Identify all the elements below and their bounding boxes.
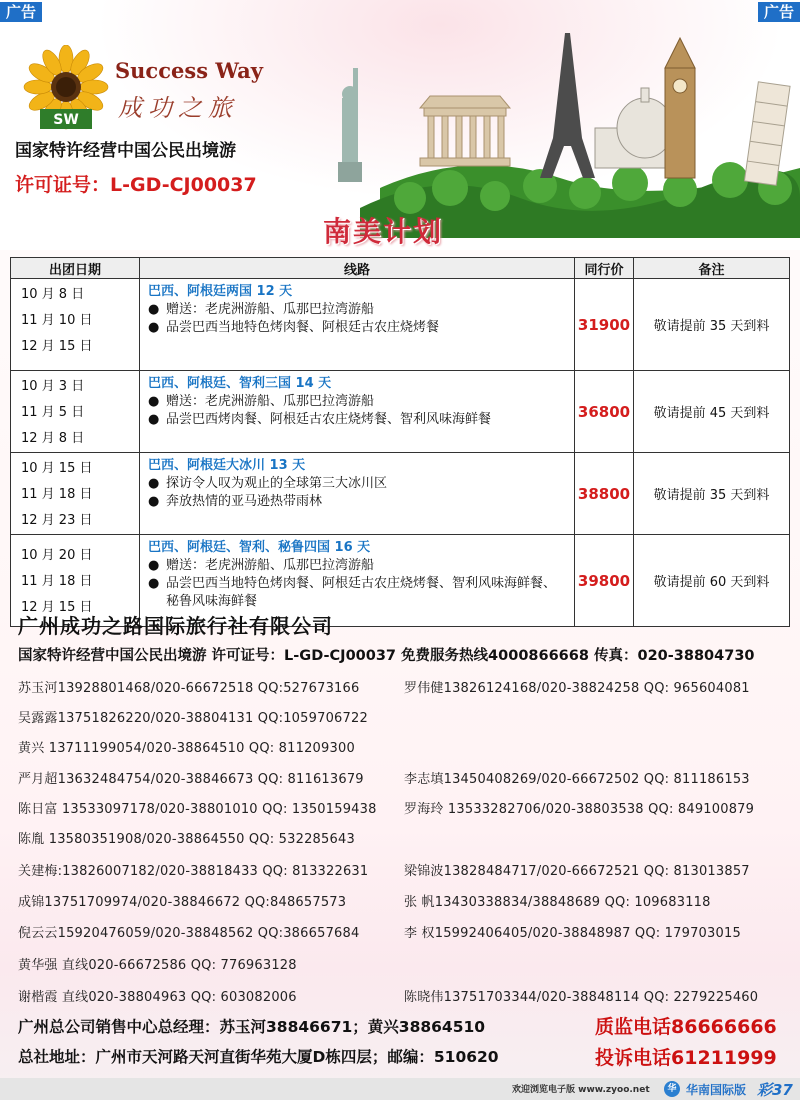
route-point: 赠送：老虎洲游船、瓜那巴拉湾游船 <box>166 558 375 573</box>
eiffel-tower-icon <box>540 33 595 178</box>
price-cell: 38800 <box>575 453 634 535</box>
note-cell: 敬请提前 45 天到料 <box>634 371 790 453</box>
page-number: 彩37 <box>757 1081 793 1099</box>
bullet-icon: ● <box>148 302 160 317</box>
contact-entry: 罗伟健13826124168/020-38824258 QQ: 965604081 <box>404 681 750 696</box>
statue-of-liberty-icon <box>338 68 362 182</box>
route-cell <box>140 453 575 535</box>
departure-date: 11 月 18 日 <box>21 574 93 589</box>
big-ben-icon <box>665 38 695 178</box>
table-row <box>11 453 790 535</box>
route-point: 奔放热情的亚马逊热带雨林 <box>166 494 323 509</box>
website-link[interactable]: 欢迎浏览电子版 www.zyoo.net <box>512 1085 650 1095</box>
note-cell: 敬请提前 35 天到料 <box>634 453 790 535</box>
departure-date: 12 月 8 日 <box>21 431 85 446</box>
header-note: 备注 <box>634 258 790 279</box>
date-cell <box>11 371 140 453</box>
route-point: 品尝巴西当地特色烤肉餐、阿根廷古农庄烧烤餐、智利风味海鲜餐、秘鲁风味海鲜餐 <box>166 576 557 609</box>
contact-entry: 梁锦波13828484717/020-66672521 QQ: 813013857 <box>404 864 750 879</box>
contact-entry: 严月超13632484754/020-38846673 QQ: 811613679 <box>18 772 364 787</box>
logo-mark: SW <box>53 112 79 128</box>
route-cell <box>140 279 575 371</box>
company-name: 广州成功之路国际旅行社有限公司 <box>18 614 333 638</box>
departure-date: 10 月 3 日 <box>21 379 85 394</box>
route-name: 巴西、阿根廷、智利、秘鲁四国 16 天 <box>148 540 371 555</box>
routes-table <box>10 257 790 627</box>
bullet-icon: ● <box>148 576 160 591</box>
world-landmarks-illustration <box>320 28 800 238</box>
table-header-row <box>11 258 790 279</box>
departure-date: 11 月 5 日 <box>21 405 85 420</box>
contact-entry: 李志填13450408269/020-66672502 QQ: 811186153 <box>404 772 750 787</box>
contact-entry: 黄兴 13711199054/020-38864510 QQ: 811209300 <box>18 741 355 756</box>
contact-entry: 倪云云15920476059/020-38848562 QQ:386657684 <box>18 926 360 941</box>
ad-tag-left: 广告 <box>0 2 42 22</box>
departure-date: 10 月 8 日 <box>21 287 85 302</box>
license-number: 许可证号：L-GD-CJ00037 <box>15 174 257 196</box>
route-point: 探访令人叹为观止的全球第三大冰川区 <box>166 476 388 491</box>
publication-logo-icon: 华 <box>664 1081 680 1097</box>
header-route: 线路 <box>140 258 575 279</box>
bullet-icon: ● <box>148 412 160 427</box>
contact-entry: 罗海玲 13533282706/020-38803538 QQ: 849100879 <box>404 802 755 817</box>
bullet-icon: ● <box>148 394 160 409</box>
header-banner <box>0 0 800 250</box>
price-cell: 36800 <box>575 371 634 453</box>
complaint-hotline: 投诉电话61211999 <box>595 1047 777 1069</box>
price-cell: 31900 <box>575 279 634 371</box>
table-row <box>11 279 790 371</box>
contact-entry: 成锦13751709974/020-38846672 QQ:848657573 <box>18 895 347 910</box>
route-point: 品尝巴西烤肉餐、阿根廷古农庄烧烤餐、智利风味海鲜餐 <box>166 412 492 427</box>
bullet-icon: ● <box>148 558 160 573</box>
contact-entry: 黄华强 直线020-66672586 QQ: 776963128 <box>18 958 297 973</box>
contact-entry: 李 权15992406405/020-38848987 QQ: 179703015 <box>404 926 741 941</box>
ad-tag-right: 广告 <box>758 2 800 22</box>
departure-date: 12 月 23 日 <box>21 513 93 528</box>
departure-date: 10 月 15 日 <box>21 461 93 476</box>
departure-date: 11 月 10 日 <box>21 313 93 328</box>
route-name: 巴西、阿根廷两国 12 天 <box>148 284 293 299</box>
license-hotline-line: 国家特许经营中国公民出境游 许可证号：L-GD-CJ00037 免费服务热线4000866668 传真：020-38804730 <box>18 648 755 664</box>
route-point: 赠送：老虎洲游船、瓜那巴拉湾游船 <box>166 394 375 409</box>
quality-hotline: 质监电话86666666 <box>595 1016 777 1038</box>
contact-entry: 陈晓伟13751703344/020-38848114 QQ: 2279225460 <box>404 990 759 1005</box>
page-footer <box>0 1078 800 1100</box>
header-date: 出团日期 <box>11 258 140 279</box>
note-cell: 敬请提前 60 天到料 <box>634 535 790 627</box>
departure-date: 11 月 18 日 <box>21 487 93 502</box>
date-cell <box>11 453 140 535</box>
contact-entry: 陈日富 13533097178/020-38801010 QQ: 1350159438 <box>18 802 377 817</box>
contact-entry: 谢楷霞 直线020-38804963 QQ: 603082006 <box>18 990 297 1005</box>
leaning-tower-icon <box>744 82 790 185</box>
bullet-icon: ● <box>148 476 160 491</box>
note-cell: 敬请提前 35 天到料 <box>634 279 790 371</box>
bullet-icon: ● <box>148 320 160 335</box>
licensed-line: 国家特许经营中国公民出境游 <box>15 141 236 161</box>
contact-entry: 吴露露13751826220/020-38804131 QQ:1059706722 <box>18 711 368 726</box>
route-name: 巴西、阿根廷大冰川 13 天 <box>148 458 306 473</box>
table-row <box>11 371 790 453</box>
bullet-icon: ● <box>148 494 160 509</box>
departure-date: 10 月 20 日 <box>21 548 93 563</box>
departure-date: 12 月 15 日 <box>21 600 93 615</box>
logo-chinese: 成功之旅 <box>118 94 238 122</box>
contact-entry: 张 帆13430338834/38848689 QQ: 109683118 <box>404 895 711 910</box>
sales-manager-line: 广州总公司销售中心总经理：苏玉河38846671；黄兴38864510 <box>18 1018 486 1036</box>
sunflower-logo-icon <box>22 45 110 133</box>
contact-entry: 陈胤 13580351908/020-38864550 QQ: 532285643 <box>18 832 355 847</box>
price-cell: 39800 <box>575 535 634 627</box>
date-cell <box>11 279 140 371</box>
header-price: 同行价 <box>575 258 634 279</box>
contact-entry: 苏玉河13928801468/020-66672518 QQ:527673166 <box>18 681 360 696</box>
plan-title: 南美计划 <box>323 215 444 248</box>
contact-entry: 关建梅:13826007182/020-38818433 QQ: 813322631 <box>18 864 369 879</box>
route-cell <box>140 371 575 453</box>
route-point: 品尝巴西当地特色烤肉餐、阿根廷古农庄烧烤餐 <box>166 320 440 335</box>
address-line: 总社地址：广州市天河路天河直街华苑大厦D栋四层；邮编：510620 <box>18 1048 499 1066</box>
route-name: 巴西、阿根廷、智利三国 14 天 <box>148 376 332 391</box>
parthenon-icon <box>420 96 510 166</box>
departure-date: 12 月 15 日 <box>21 339 93 354</box>
publication-name: 华南国际版 <box>686 1083 747 1097</box>
route-point: 赠送：老虎洲游船、瓜那巴拉湾游船 <box>166 302 375 317</box>
logo-english: Success Way <box>115 58 263 83</box>
